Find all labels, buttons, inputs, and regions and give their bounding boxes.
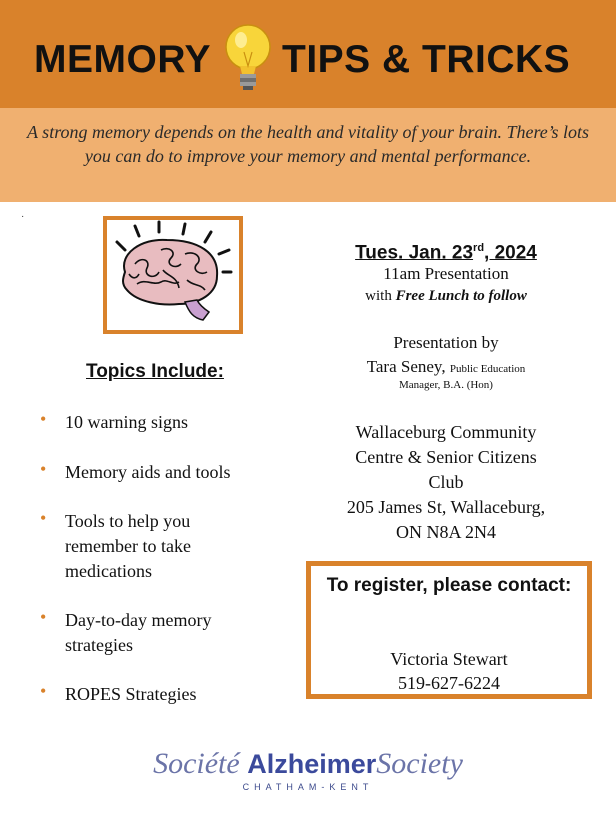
topic-item bbox=[40, 509, 260, 584]
lightbulb-icon bbox=[220, 22, 276, 96]
presenter-role-2: Manager, B.A. (Hon) bbox=[399, 379, 493, 391]
venue-line: Centre & Senior Citizens bbox=[355, 447, 537, 467]
bullet-icon: • bbox=[40, 508, 47, 528]
venue-line: 205 James St, Wallaceburg, bbox=[346, 497, 546, 517]
bullet-icon: • bbox=[40, 409, 47, 429]
lunch-prefix: with bbox=[365, 288, 396, 304]
venue-address bbox=[300, 420, 592, 545]
brain-image-frame bbox=[103, 216, 243, 334]
topic-text: 10 warning signs bbox=[65, 412, 188, 432]
event-lunch bbox=[300, 286, 592, 306]
venue-line: ON N8A 2N4 bbox=[395, 522, 496, 542]
logo-word-alzheimer: Alzheimer bbox=[247, 749, 377, 779]
lunch-note: Free Lunch to follow bbox=[395, 288, 527, 304]
topic-item bbox=[40, 410, 290, 435]
alzheimer-society-logo bbox=[0, 746, 616, 806]
bullet-icon: • bbox=[40, 607, 47, 627]
venue-line: Wallaceburg Community bbox=[355, 422, 537, 442]
date-year: , 2024 bbox=[484, 242, 537, 264]
stray-dot: · bbox=[21, 211, 25, 222]
logo-word-societe: Société bbox=[153, 747, 240, 780]
logo-word-society: Society bbox=[376, 747, 463, 780]
event-date bbox=[300, 236, 592, 265]
contact-name: Victoria Stewart bbox=[390, 649, 508, 669]
bullet-icon: • bbox=[40, 459, 47, 479]
topic-text: ROPES Strategies bbox=[65, 684, 197, 704]
topic-item bbox=[40, 608, 280, 658]
topic-text: Tools to help you remember to take medications bbox=[65, 511, 191, 581]
contact-phone: 519-627-6224 bbox=[398, 673, 500, 693]
presenter-name: Tara Seney, bbox=[366, 357, 450, 376]
logo-wordmark bbox=[0, 746, 616, 782]
topics-heading: Topics Include: bbox=[86, 361, 224, 382]
presenter-role-1: Public Education bbox=[449, 363, 526, 375]
topic-item bbox=[40, 460, 290, 485]
register-heading: To register, please contact: bbox=[326, 575, 572, 596]
topic-text: Memory aids and tools bbox=[65, 462, 231, 482]
event-time: 11am Presentation bbox=[383, 264, 509, 283]
intro-text: A strong memory depends on the health and vitality of your brain. There’s lots you can do to improve your memory and mental performance. bbox=[27, 122, 589, 166]
topic-text: Day-to-day memory strategies bbox=[65, 610, 212, 655]
bullet-icon: • bbox=[40, 681, 47, 701]
logo-subtitle: CHATHAM-KENT bbox=[242, 782, 374, 792]
title-tips-tricks: TIPS & TRICKS bbox=[282, 38, 571, 81]
venue-line: Club bbox=[428, 472, 464, 492]
brain-icon bbox=[107, 220, 239, 330]
register-box bbox=[306, 561, 592, 699]
presented-by-label: Presentation by bbox=[393, 333, 499, 352]
date-suffix: rd bbox=[473, 242, 485, 254]
title-memory: MEMORY bbox=[34, 38, 212, 81]
presenter-line bbox=[300, 356, 592, 380]
topic-item bbox=[40, 682, 290, 707]
date-main: Tues. Jan. 23 bbox=[355, 242, 474, 264]
